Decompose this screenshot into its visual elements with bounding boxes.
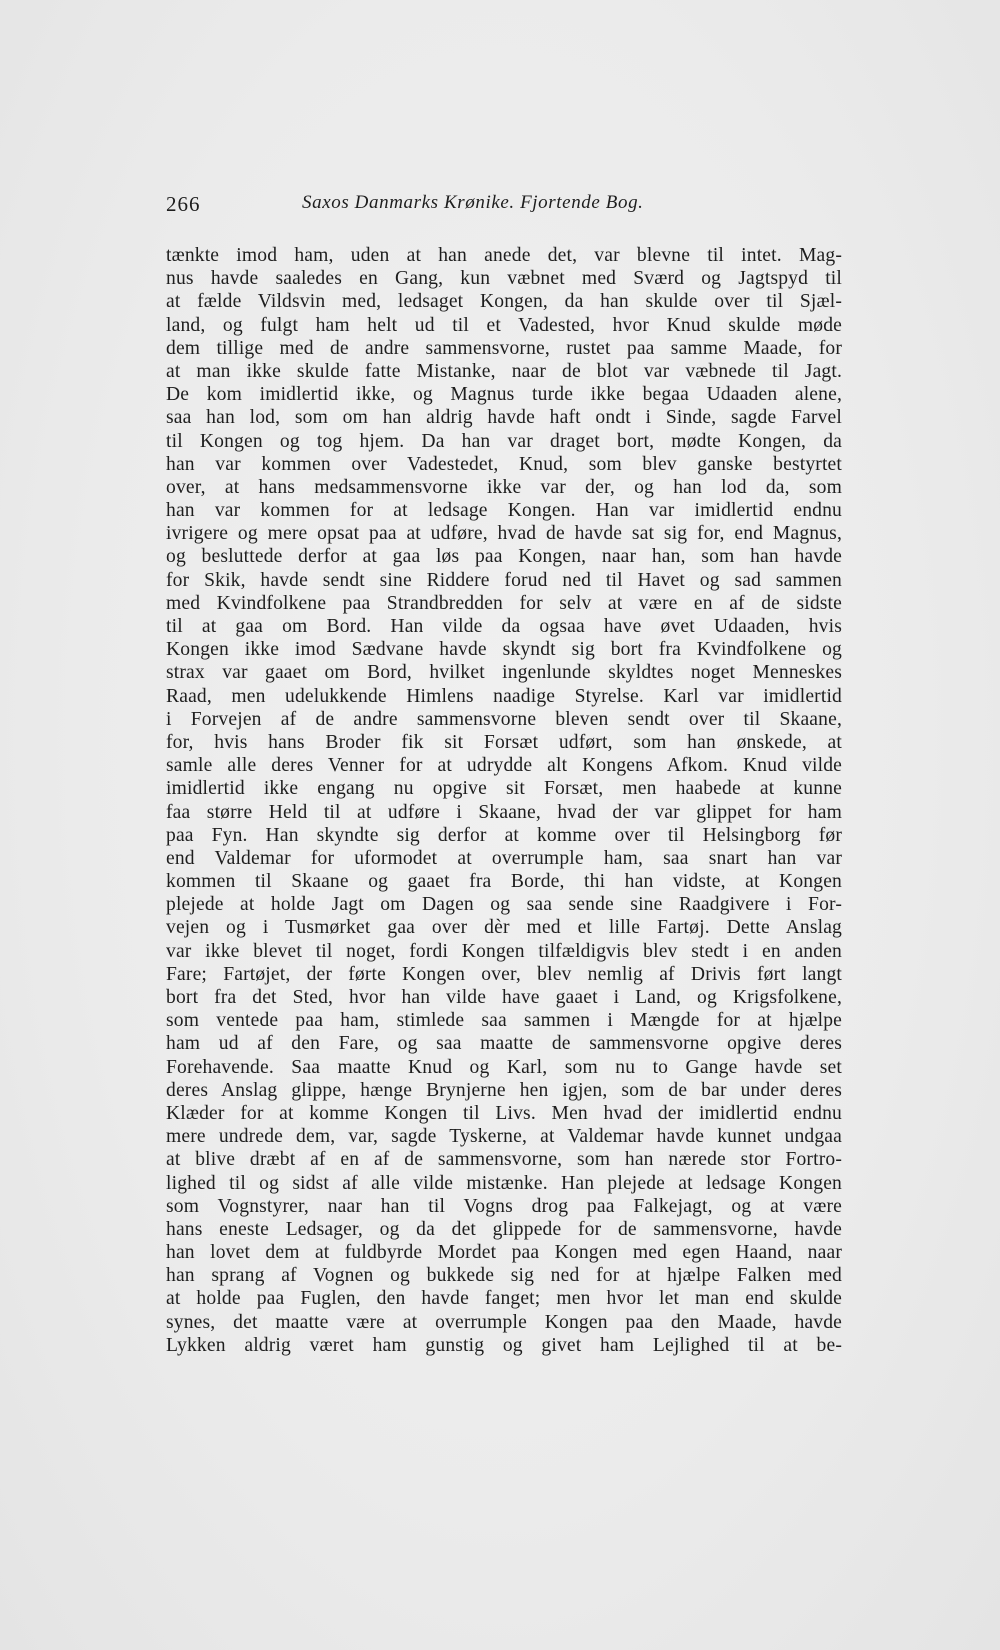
text-line: at holde paa Fuglen, den havde fanget; men hvor let man end skulde bbox=[166, 1288, 842, 1310]
text-line: nus havde saaledes en Gang, kun væbnet med Sværd og Jagtspyd til bbox=[166, 268, 842, 290]
text-line: og besluttede derfor at gaa løs paa Kongen, naar han, som han havde bbox=[166, 546, 842, 568]
text-line: samle alle deres Venner for at udrydde alt Kongens Afkom. Knud vilde bbox=[166, 755, 842, 777]
text-line: synes, det maatte være at overrumple Kongen paa den Maade, havde bbox=[166, 1311, 842, 1333]
text-line: ivrigere og mere opsat paa at udføre, hvad de havde sat sig for, end Magnus, bbox=[166, 523, 842, 545]
text-line: Kongen ikke imod Sædvane havde skyndt sig bort fra Kvindfolkene og bbox=[166, 639, 842, 661]
text-line: end Valdemar for uformodet at overrumple ham, saa snart han var bbox=[166, 847, 842, 869]
page-number: 266 bbox=[166, 192, 201, 216]
text-line: Lykken aldrig været ham gunstig og givet ham Lejlighed til at be- bbox=[166, 1334, 842, 1356]
text-line: for, hvis hans Broder fik sit Forsæt udført, som han ønskede, at bbox=[166, 731, 842, 753]
text-line: til at gaa om Bord. Han vilde da ogsaa have øvet Udaaden, hvis bbox=[166, 616, 842, 637]
text-line: vejen og i Tusmørket gaa over dèr med et lille Fartøj. Dette Anslag bbox=[166, 917, 842, 939]
text-line: paa Fyn. Han skyndte sig derfor at komme over til Helsingborg før bbox=[166, 824, 842, 846]
text-line: tænkte imod ham, uden at han anede det, var blevne til intet. Mag- bbox=[166, 245, 842, 266]
text-line: De kom imidlertid ikke, og Magnus turde ikke begaa Udaaden alene, bbox=[166, 384, 842, 406]
text-line: bort fra det Sted, hvor han vilde have gaaet i Land, og Krigsfolkene, bbox=[166, 987, 842, 1008]
text-line: lighed til og sidst af alle vilde mistænke. Han plejede at ledsage Kongen bbox=[166, 1172, 842, 1194]
text-line: med Kvindfolkene paa Strandbredden for selv at være en af de sidste bbox=[166, 592, 842, 614]
text-line: han sprang af Vognen og bukkede sig ned for at hjælpe Falken med bbox=[166, 1265, 842, 1287]
text-line: at blive dræbt af en af de sammensvorne, som han nærede stor Fortro- bbox=[166, 1149, 842, 1171]
text-line: ham ud af den Fare, og saa maatte de sammensvorne opgive deres bbox=[166, 1033, 842, 1055]
text-line: saa han lod, som om han aldrig havde haft ondt i Sinde, sagde Farvel bbox=[166, 407, 842, 429]
text-line: som ventede paa ham, stimlede saa sammen i Mængde for at hjælpe bbox=[166, 1010, 842, 1032]
text-line: hans eneste Ledsager, og da det glippede for de sammensvorne, havde bbox=[166, 1218, 842, 1240]
text-line: strax var gaaet om Bord, hvilket ingenlunde skyldtes noget Menneskes bbox=[166, 662, 842, 684]
running-head bbox=[166, 192, 726, 222]
text-line: plejede at holde Jagt om Dagen og saa sende sine Raadgivere i For- bbox=[166, 894, 842, 916]
text-line: dem tillige med de andre sammensvorne, rustet paa samme Maade, for bbox=[166, 337, 842, 359]
text-line: Forehavende. Saa maatte Knud og Karl, som nu to Gange havde set bbox=[166, 1056, 842, 1078]
text-line: imidlertid ikke engang nu opgive sit Forsæt, men haabede at kunne bbox=[166, 778, 842, 800]
text-line: Raad, men udelukkende Himlens naadige Styrelse. Karl var imidlertid bbox=[166, 685, 842, 707]
text-line: Fare; Fartøjet, der førte Kongen over, blev nemlig af Drivis ført langt bbox=[166, 963, 842, 985]
text-line: faa større Held til at udføre i Skaane, hvad der var glippet for ham bbox=[166, 801, 842, 823]
running-title: Saxos Danmarks Krønike. Fjortende Bog. bbox=[302, 192, 644, 213]
text-line: at fælde Vildsvin med, ledsaget Kongen, da han skulde over til Sjæl- bbox=[166, 291, 842, 313]
text-line: Klæder for at komme Kongen til Livs. Men hvad der imidlertid endnu bbox=[166, 1102, 842, 1124]
text-line: som Vognstyrer, naar han til Vogns drog paa Falkejagt, og at være bbox=[166, 1195, 842, 1217]
text-line: var ikke blevet til noget, fordi Kongen tilfældigvis blev stedt i en anden bbox=[166, 940, 842, 962]
text-line: mere undrede dem, var, sagde Tyskerne, at Valdemar havde kunnet undgaa bbox=[166, 1126, 842, 1148]
text-line: at man ikke skulde fatte Mistanke, naar de blot var væbnede til Jagt. bbox=[166, 360, 842, 382]
text-line: for Skik, havde sendt sine Riddere forud ned til Havet og sad sammen bbox=[166, 569, 842, 591]
text-line: han var kommen for at ledsage Kongen. Han var imidlertid endnu bbox=[166, 500, 842, 522]
text-line: i Forvejen af de andre sammensvorne bleven sendt over til Skaane, bbox=[166, 708, 842, 730]
text-line: land, og fulgt ham helt ud til et Vadested, hvor Knud skulde møde bbox=[166, 314, 842, 336]
text-line: han var kommen over Vadestedet, Knud, som blev ganske bestyrtet bbox=[166, 453, 842, 475]
body-text bbox=[166, 244, 866, 1357]
text-line: over, at hans medsammensvorne ikke var der, og han lod da, som bbox=[166, 476, 842, 498]
text-line: deres Anslag glippe, hænge Brynjerne hen igjen, som de bar under deres bbox=[166, 1079, 842, 1101]
text-line: kommen til Skaane og gaaet fra Borde, thi han vidste, at Kongen bbox=[166, 871, 842, 893]
text-line: han lovet dem at fuldbyrde Mordet paa Kongen med egen Haand, naar bbox=[166, 1242, 842, 1264]
text-line: til Kongen og tog hjem. Da han var draget bort, mødte Kongen, da bbox=[166, 430, 842, 452]
